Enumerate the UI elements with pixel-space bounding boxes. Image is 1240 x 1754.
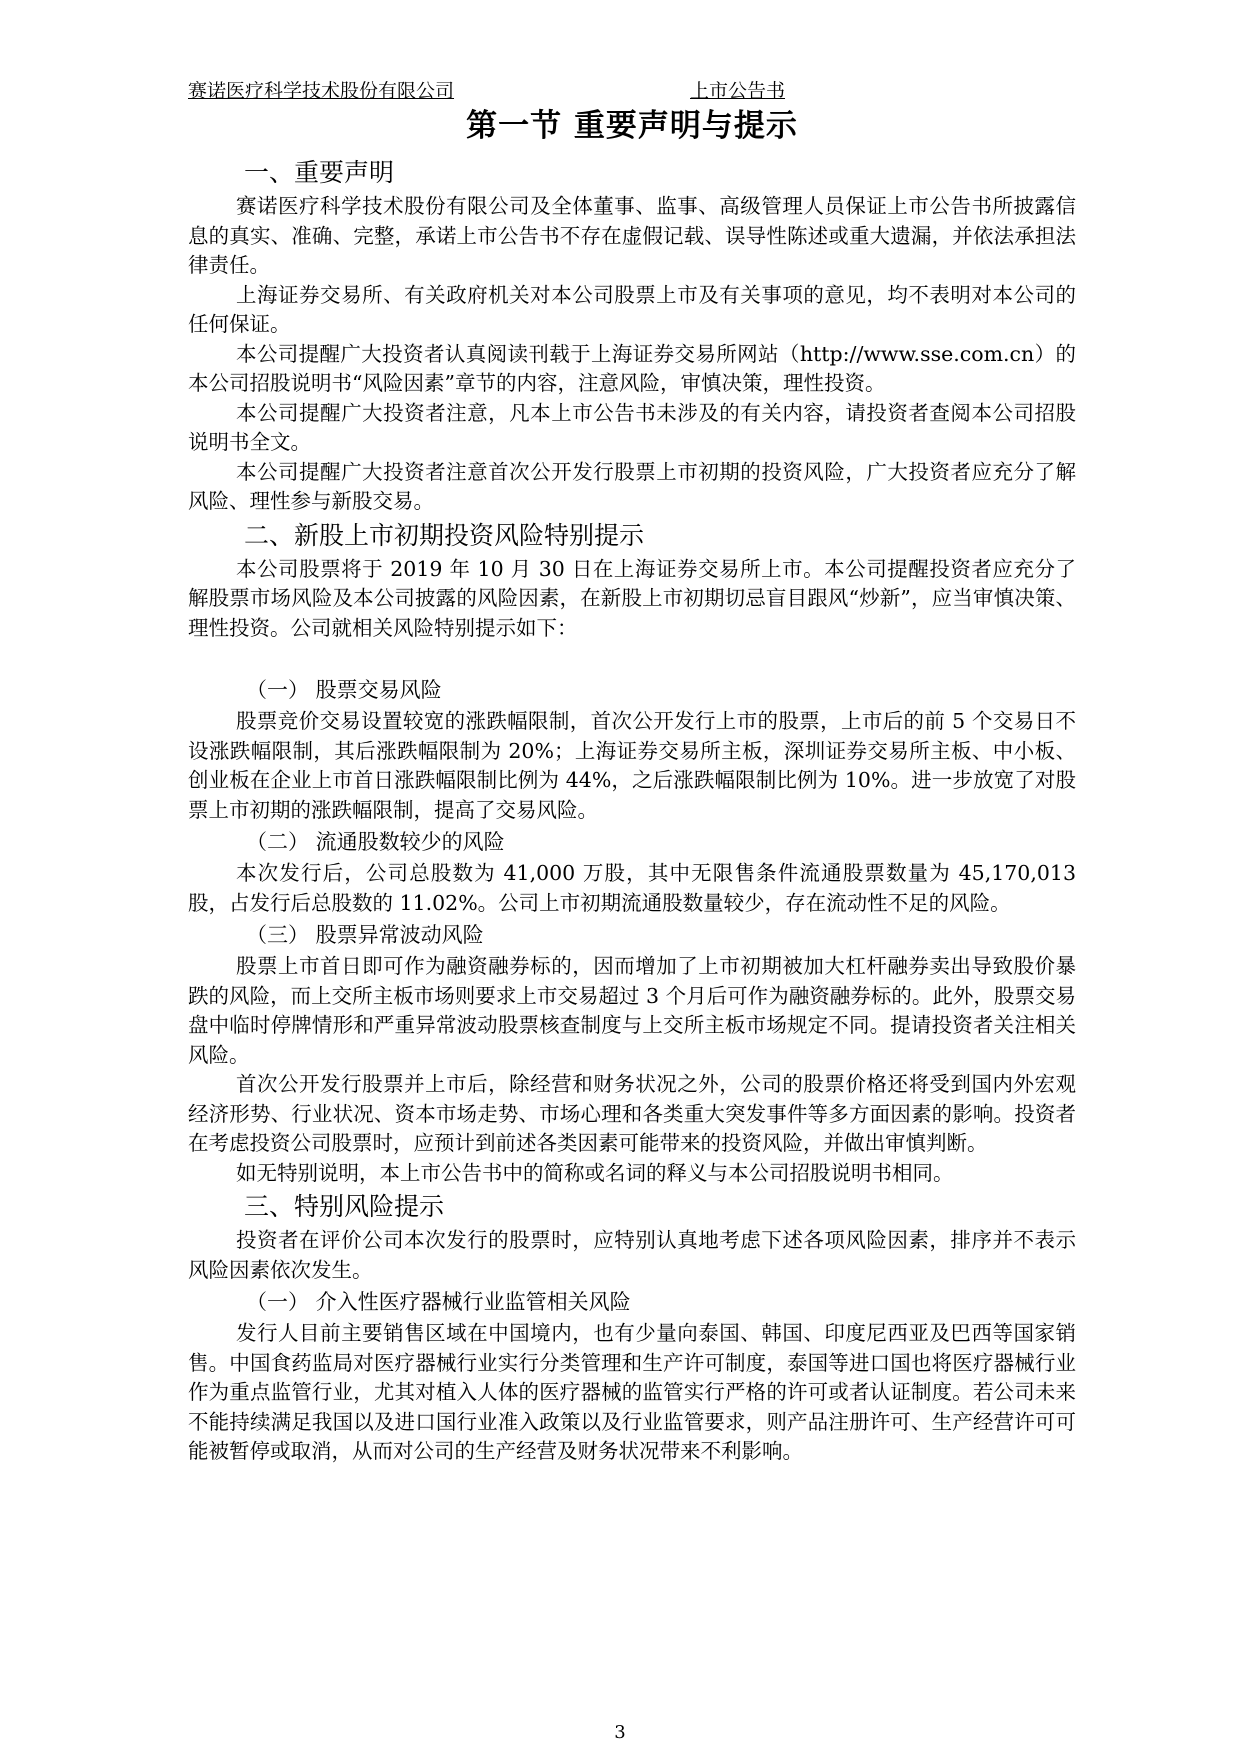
section2-intro: 本公司股票将于 2019 年 10 月 30 日在上海证券交易所上市。本公司提醒投资者应充分了解股票市场风险及本公司披露的风险因素，在新股上市初期切忌盲目跟风“炒新”，应当审慎决策、理性投资。公司就相关风险特别提示如下： bbox=[188, 556, 1076, 640]
page-header bbox=[188, 72, 1076, 104]
header-doctype: 上市公告书 bbox=[690, 80, 786, 102]
section1-paragraph: 本公司提醒广大投资者注意首次公开发行股票上市初期的投资风险，广大投资者应充分了解风险、理性参与新股交易。 bbox=[188, 459, 1076, 513]
section1-paragraph: 上海证券交易所、有关政府机关对本公司股票上市及有关事项的意见，均不表明对本公司的任何保证。 bbox=[188, 282, 1076, 336]
spacer bbox=[188, 643, 1076, 673]
section2-sub3-paragraph: 股票上市首日即可作为融资融券标的，因而增加了上市初期被加大杠杆融券卖出导致股价暴跌的风险，而上交所主板市场则要求上市交易超过 3 个月后可作为融资融券标的。此外，股票交易盘中临时停牌情形和严重异常波动股票核查制度与上交所主板市场规定不同。提请投资者关注相关风险。 bbox=[188, 954, 1076, 1067]
header-company: 赛诺医疗科学技术股份有限公司 bbox=[188, 80, 455, 102]
section2-sub3-paragraph: 首次公开发行股票并上市后，除经营和财务状况之外，公司的股票价格还将受到国内外宏观经济形势、行业状况、资本市场走势、市场心理和各类重大突发事件等多方面因素的影响。投资者在考虑投资公司股票时，应预计到前述各类因素可能带来的投资风险，并做出审慎判断。 bbox=[188, 1072, 1076, 1155]
section2-sub2-heading: （二） 流通股数较少的风险 bbox=[246, 830, 505, 854]
document-page bbox=[188, 72, 1076, 1467]
section1-paragraph: 本公司提醒广大投资者注意，凡本上市公告书未涉及的有关内容，请投资者查阅本公司招股说明书全文。 bbox=[188, 400, 1076, 454]
section2-heading: 二、新股上市初期投资风险特别提示 bbox=[244, 520, 645, 550]
section1-paragraph: 赛诺医疗科学技术股份有限公司及全体董事、监事、高级管理人员保证上市公告书所披露信息的真实、准确、完整，承诺上市公告书不存在虚假记载、误导性陈述或重大遗漏，并依法承担法律责任。 bbox=[188, 194, 1076, 277]
section2-sub1-text: 股票竞价交易设置较宽的涨跌幅限制，首次公开发行上市的股票，上市后的前 5 个交易日不设涨跌幅限制，其后涨跌幅限制为 20%；上海证券交易所主板，深圳证券交易所主板、中小板、创业板在企业上市首日涨跌幅限制比例为 44%，之后涨跌幅限制比例为 10%。进一步放宽了对股票上市初期的涨跌幅限制，提高了交易风险。 bbox=[188, 709, 1076, 822]
section3-heading: 三、特别风险提示 bbox=[244, 1192, 445, 1221]
section2-sub3-heading: （三） 股票异常波动风险 bbox=[246, 923, 484, 947]
section1-paragraph: 本公司提醒广大投资者认真阅读刊载于上海证券交易所网站（http://www.sse.com.cn）的本公司招股说明书“风险因素”章节的内容，注意风险，审慎决策，理性投资。 bbox=[188, 341, 1076, 395]
section2-sub3-paragraph: 如无特别说明，本上市公告书中的简称或名词的释义与本公司招股说明书相同。 bbox=[236, 1160, 954, 1185]
section1-heading: 一、重要声明 bbox=[244, 158, 395, 187]
page-number: 3 bbox=[614, 1722, 626, 1743]
section3-intro: 投资者在评价公司本次发行的股票时，应特别认真地考虑下述各项风险因素，排序并不表示风险因素依次发生。 bbox=[188, 1228, 1076, 1282]
section3-sub1-text: 发行人目前主要销售区域在中国境内，也有少量向泰国、韩国、印度尼西亚及巴西等国家销售。中国食药监局对医疗器械行业实行分类管理和生产许可制度，泰国等进口国也将医疗器械行业作为重点监管行业，尤其对植入人体的医疗器械的监管实行严格的许可或者认证制度。若公司未来不能持续满足我国以及进口国行业准入政策以及行业监管要求，则产品注册许可、生产经营许可可能被暂停或取消，从而对公司的生产经营及财务状况带来不利影响。 bbox=[188, 1321, 1076, 1463]
section2-sub2-text: 本次发行后，公司总股数为 41,000 万股，其中无限售条件流通股票数量为 45,170,013 股，占发行后总股数的 11.02%。公司上市初期流通股数量较少，存在流动性不足的风险。 bbox=[188, 861, 1076, 915]
section3-sub1-heading: （一） 介入性医疗器械行业监管相关风险 bbox=[246, 1290, 631, 1314]
page-title: 第一节 重要声明与提示 bbox=[466, 108, 798, 144]
section2-sub1-heading: （一） 股票交易风险 bbox=[246, 678, 442, 702]
